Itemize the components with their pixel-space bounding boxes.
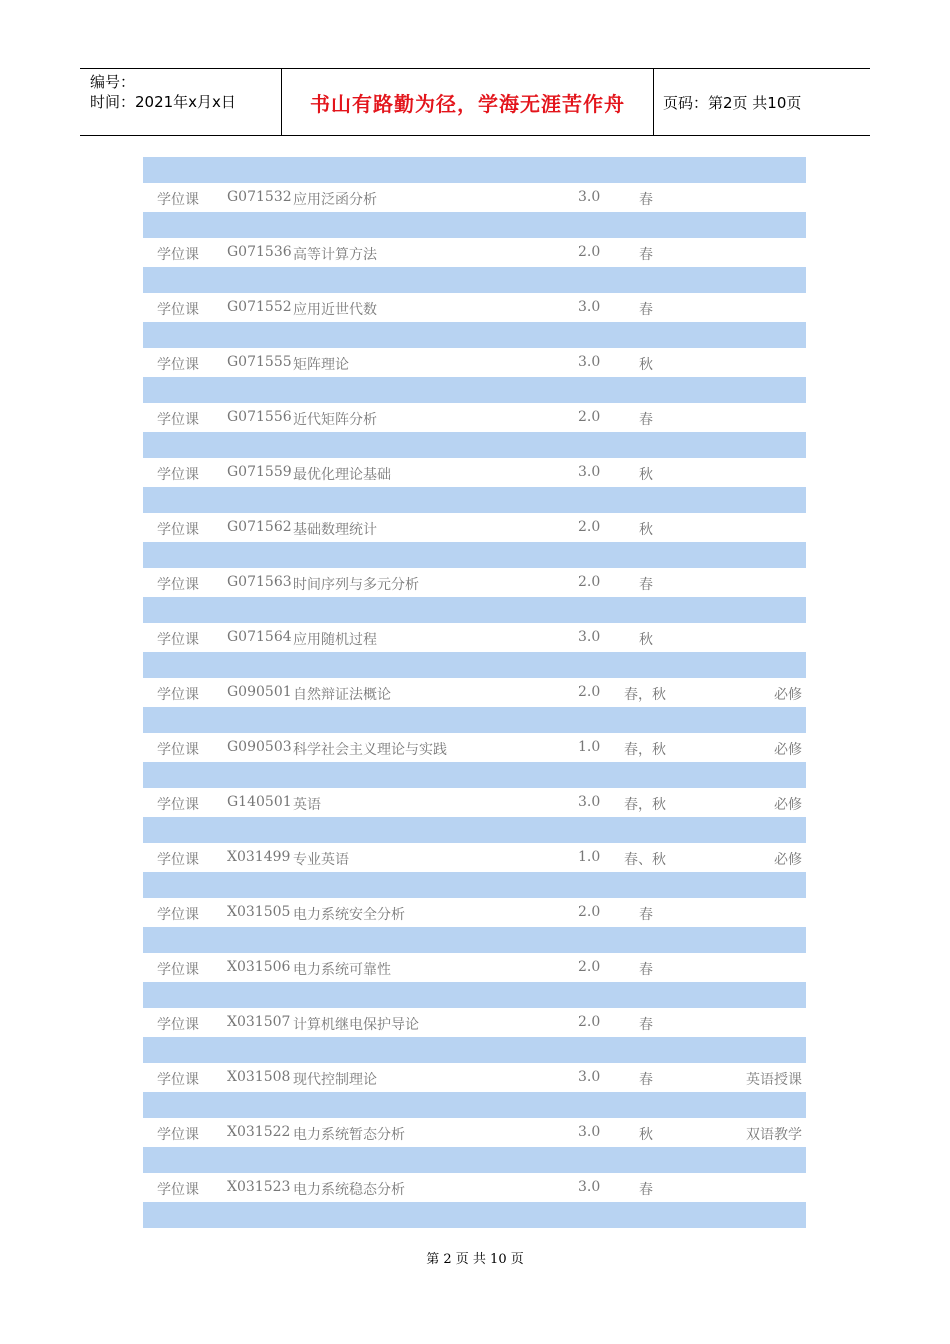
course-type: 学位课 [157,412,199,428]
course-code: X031522 [227,1124,291,1140]
table-row [143,293,806,322]
course-name: 应用近世代数 [293,302,377,318]
table-row [143,513,806,542]
header-motto-cell [282,69,654,135]
course-credit: 2.0 [578,904,601,920]
row-separator [143,542,806,568]
course-term: 春 [639,192,653,208]
row-separator [143,817,806,843]
course-credit: 3.0 [578,1124,601,1140]
course-note: 必修 [774,742,802,758]
course-name: 矩阵理论 [293,357,349,373]
row-separator [143,762,806,788]
course-code: X031523 [227,1179,291,1195]
course-term: 春 [639,302,653,318]
time-label: 时间：2021年x月x日 [90,93,236,111]
table-row [143,403,806,432]
course-table [143,157,806,1228]
row-separator [143,1147,806,1173]
course-type: 学位课 [157,797,199,813]
course-term: 秋 [639,357,653,373]
course-term: 春，秋 [624,687,666,703]
course-name: 科学社会主义理论与实践 [293,742,447,758]
course-name: 计算机继电保护导论 [293,1017,419,1033]
row-separator [143,597,806,623]
number-label: 编号： [90,73,136,91]
course-type: 学位课 [157,632,199,648]
course-type: 学位课 [157,192,199,208]
course-name: 专业英语 [293,852,349,868]
course-name: 英语 [293,797,321,813]
course-note: 必修 [774,687,802,703]
course-code: G071536 [227,244,292,260]
table-row [143,1063,806,1092]
row-separator [143,487,806,513]
course-code: X031506 [227,959,291,975]
course-term: 秋 [639,632,653,648]
course-code: G090501 [227,684,292,700]
course-credit: 3.0 [578,794,601,810]
table-row [143,898,806,927]
course-type: 学位课 [157,577,199,593]
course-type: 学位课 [157,962,199,978]
row-separator [143,322,806,348]
page-header [80,68,870,136]
course-code: G140501 [227,794,292,810]
row-separator [143,1092,806,1118]
course-type: 学位课 [157,522,199,538]
course-name: 时间序列与多元分析 [293,577,419,593]
course-type: 学位课 [157,687,199,703]
course-term: 春 [639,1072,653,1088]
course-credit: 3.0 [578,299,601,315]
course-credit: 3.0 [578,464,601,480]
table-row [143,953,806,982]
course-type: 学位课 [157,907,199,923]
course-term: 春 [639,1017,653,1033]
course-term: 秋 [639,1127,653,1143]
table-row [143,623,806,652]
header-page-info: 页码：第2页 共10页 [663,93,802,112]
table-row [143,678,806,707]
row-separator [143,157,806,183]
course-credit: 3.0 [578,1179,601,1195]
course-type: 学位课 [157,357,199,373]
course-credit: 2.0 [578,244,601,260]
course-term: 春、秋 [624,852,666,868]
course-name: 现代控制理论 [293,1072,377,1088]
course-code: X031507 [227,1014,291,1030]
course-name: 基础数理统计 [293,522,377,538]
course-name: 电力系统稳态分析 [293,1182,405,1198]
table-row [143,1118,806,1147]
row-separator [143,652,806,678]
course-term: 春 [639,962,653,978]
motto: 书山有路勤为径，学海无涯苦作舟 [310,91,625,116]
course-name: 最优化理论基础 [293,467,391,483]
course-type: 学位课 [157,302,199,318]
course-credit: 2.0 [578,409,601,425]
course-name: 应用泛函分析 [293,192,377,208]
page-footer: 第 2 页 共 10 页 [426,1252,524,1267]
row-separator [143,377,806,403]
row-separator [143,982,806,1008]
course-note: 英语授课 [746,1072,802,1088]
table-row [143,458,806,487]
row-separator [143,927,806,953]
table-row [143,238,806,267]
course-code: X031508 [227,1069,291,1085]
course-term: 春，秋 [624,797,666,813]
table-row [143,843,806,872]
course-name: 自然辩证法概论 [293,687,391,703]
course-note: 必修 [774,852,802,868]
course-type: 学位课 [157,247,199,263]
course-code: G071532 [227,189,292,205]
course-type: 学位课 [157,467,199,483]
course-term: 春 [639,247,653,263]
course-term: 春 [639,577,653,593]
course-term: 春 [639,907,653,923]
course-code: G071564 [227,629,292,645]
course-credit: 1.0 [578,739,601,755]
course-term: 春 [639,1182,653,1198]
course-name: 高等计算方法 [293,247,377,263]
course-code: G071559 [227,464,292,480]
row-separator [143,212,806,238]
course-note: 双语教学 [746,1127,802,1143]
course-code: G071563 [227,574,292,590]
table-row [143,568,806,597]
course-type: 学位课 [157,1182,199,1198]
row-separator [143,1037,806,1063]
course-credit: 2.0 [578,684,601,700]
course-credit: 2.0 [578,959,601,975]
row-separator [143,1202,806,1228]
course-name: 近代矩阵分析 [293,412,377,428]
table-row [143,348,806,377]
row-separator [143,432,806,458]
course-term: 秋 [639,522,653,538]
course-term: 秋 [639,467,653,483]
course-type: 学位课 [157,852,199,868]
course-code: G090503 [227,739,292,755]
course-code: G071552 [227,299,292,315]
course-credit: 3.0 [578,629,601,645]
course-type: 学位课 [157,1072,199,1088]
course-code: G071556 [227,409,292,425]
course-credit: 2.0 [578,574,601,590]
course-name: 电力系统安全分析 [293,907,405,923]
course-credit: 1.0 [578,849,601,865]
course-note: 必修 [774,797,802,813]
course-credit: 2.0 [578,1014,601,1030]
course-term: 春 [639,412,653,428]
course-code: G071562 [227,519,292,535]
course-type: 学位课 [157,1017,199,1033]
table-row [143,183,806,212]
table-row [143,733,806,762]
table-row [143,1173,806,1202]
table-row [143,788,806,817]
course-code: X031499 [227,849,291,865]
course-type: 学位课 [157,1127,199,1143]
table-row [143,1008,806,1037]
row-separator [143,872,806,898]
course-code: G071555 [227,354,292,370]
course-name: 电力系统可靠性 [293,962,391,978]
course-name: 应用随机过程 [293,632,377,648]
header-meta [80,69,282,135]
row-separator [143,707,806,733]
course-credit: 3.0 [578,1069,601,1085]
row-separator [143,267,806,293]
course-credit: 2.0 [578,519,601,535]
course-type: 学位课 [157,742,199,758]
course-credit: 3.0 [578,189,601,205]
course-name: 电力系统暂态分析 [293,1127,405,1143]
course-code: X031505 [227,904,291,920]
course-term: 春，秋 [624,742,666,758]
course-credit: 3.0 [578,354,601,370]
